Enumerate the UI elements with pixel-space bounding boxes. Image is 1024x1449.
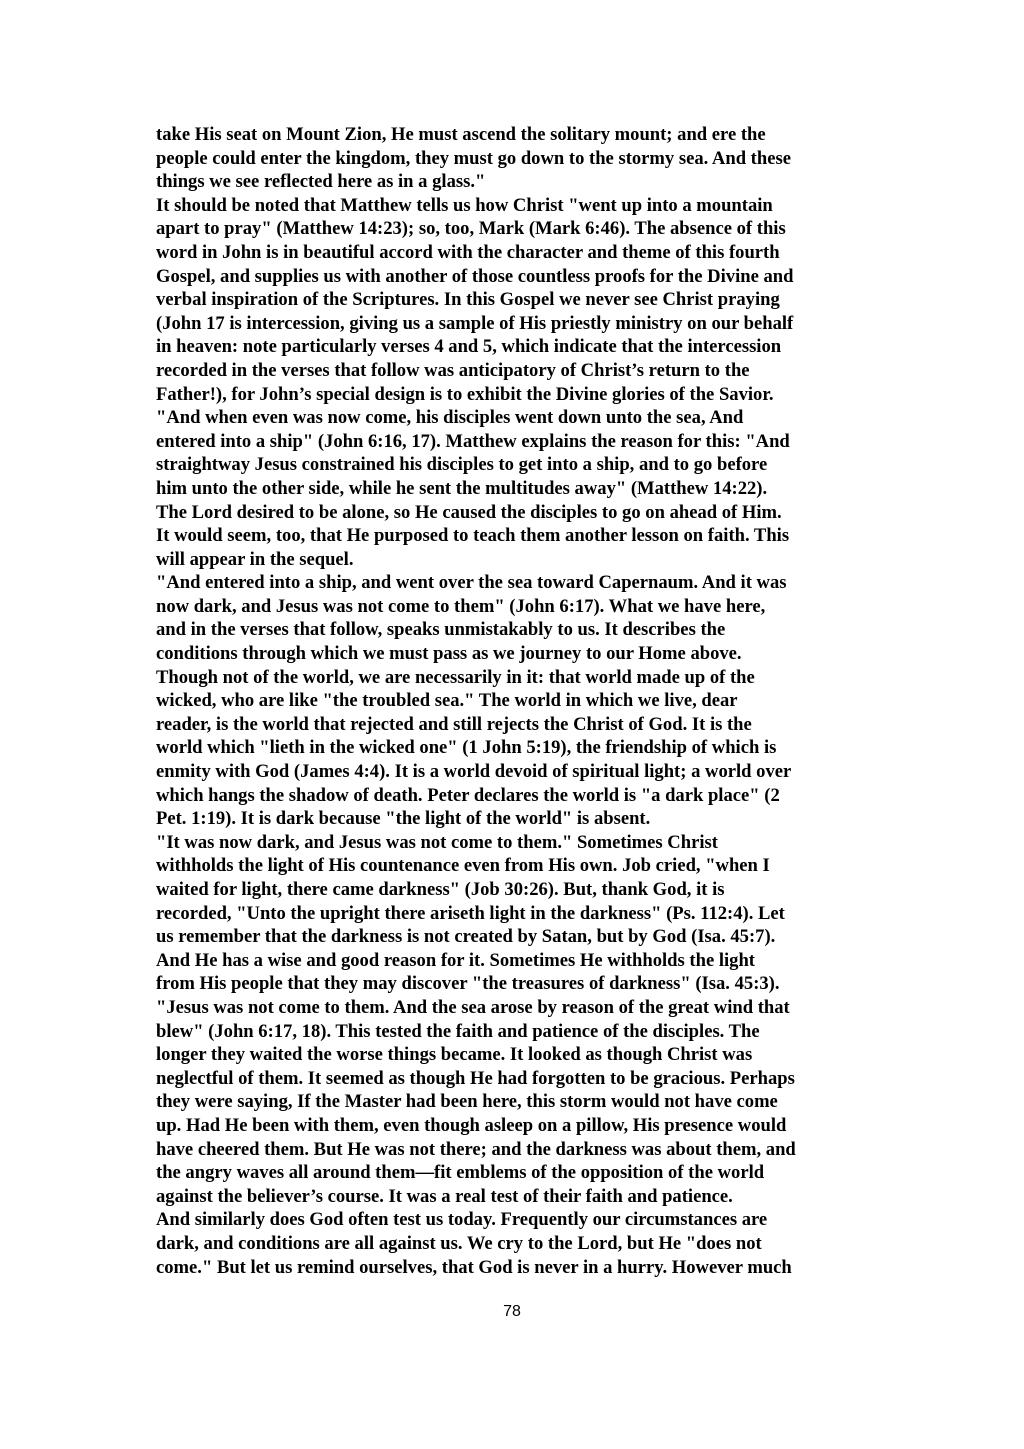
- text-line: wicked, who are like "the troubled sea." The world in which we live, dear: [156, 690, 738, 712]
- text-line: us remember that the darkness is not created by Satan, but by God (Isa. 45:7).: [156, 926, 776, 948]
- text-line: recorded in the verses that follow was anticipatory of Christ’s return to the: [156, 359, 750, 381]
- text-line: It should be noted that Matthew tells us how Christ "went up into a mountain: [156, 194, 773, 216]
- page-number: 78: [503, 1303, 521, 1320]
- text-line: take His seat on Mount Zion, He must ascend the solitary mount; and ere the: [156, 124, 766, 145]
- text-line: waited for light, there came darkness" (Job 30:26). But, thank God, it is: [156, 879, 725, 900]
- text-line: Gospel, and supplies us with another of those countless proofs for the Divine and: [156, 265, 794, 287]
- text-line: apart to pray" (Matthew 14:23); so, too, Mark (Mark 6:46). The absence of this: [156, 218, 786, 240]
- text-line: Pet. 1:19). It is dark because "the light of the world" is absent.: [156, 808, 651, 830]
- text-line: world which "lieth in the wicked one" (1 John 5:19), the friendship of which is: [156, 737, 777, 759]
- text-line: now dark, and Jesus was not come to them" (John 6:17). What we have here,: [156, 595, 766, 617]
- text-line: straightway Jesus constrained his disciples to get into a ship, and to go before: [156, 454, 768, 476]
- text-line: The Lord desired to be alone, so He caused the disciples to go on ahead of Him.: [156, 501, 782, 523]
- text-line: against the believer’s course. It was a real test of their faith and patience.: [156, 1185, 733, 1207]
- text-line: "It was now dark, and Jesus was not come to them." Sometimes Christ: [156, 831, 718, 853]
- text-line: will appear in the sequel.: [156, 548, 354, 570]
- text-line: have cheered them. But He was not there; and the darkness was about them, and: [156, 1138, 796, 1160]
- text-line: people could enter the kingdom, they must go down to the stormy sea. And these: [156, 147, 791, 169]
- text-line: withholds the light of His countenance even from His own. Job cried, "when I: [156, 855, 770, 877]
- text-line: neglectful of them. It seemed as though He had forgotten to be gracious. Perhaps: [156, 1067, 795, 1089]
- text-line: (John 17 is intercession, giving us a sample of His priestly ministry on our behalf: [156, 312, 794, 334]
- text-line: conditions through which we must pass as we journey to our Home above.: [156, 643, 742, 665]
- text-line: and in the verses that follow, speaks unmistakably to us. It describes the: [156, 619, 726, 641]
- text-line: they were saying, If the Master had been here, this storm would not have come: [156, 1091, 778, 1113]
- text-line: the angry waves all around them—fit emblems of the opposition of the world: [156, 1162, 765, 1184]
- text-line: from His people that they may discover "the treasures of darkness" (Isa. 45:3).: [156, 973, 780, 995]
- text-line: "And entered into a ship, and went over the sea toward Capernaum. And it was: [156, 572, 787, 594]
- text-line: come." But let us remind ourselves, that God is never in a hurry. However much: [156, 1256, 792, 1278]
- text-line: "And when even was now come, his disciples went down unto the sea, And: [156, 407, 744, 429]
- text-line: reader, is the world that rejected and still rejects the Christ of God. It is the: [156, 713, 752, 735]
- text-line: And He has a wise and good reason for it. Sometimes He withholds the light: [156, 949, 756, 971]
- text-line: And similarly does God often test us today. Frequently our circumstances are: [156, 1209, 768, 1231]
- text-line: entered into a ship" (John 6:16, 17). Matthew explains the reason for this: "And: [156, 430, 790, 452]
- text-line: Father!), for John’s special design is to exhibit the Divine glories of the Savior.: [156, 383, 774, 405]
- text-line: up. Had He been with them, even though asleep on a pillow, His presence would: [156, 1114, 787, 1136]
- text-line: recorded, "Unto the upright there ariseth light in the darkness" (Ps. 112:4). Let: [156, 902, 785, 924]
- text-line: enmity with God (James 4:4). It is a world devoid of spiritual light; a world over: [156, 761, 792, 783]
- text-line: word in John is in beautiful accord with the character and theme of this fourth: [156, 241, 780, 263]
- text-line: things we see reflected here as in a glass.": [156, 171, 486, 193]
- text-line: dark, and conditions are all against us. We cry to the Lord, but He "does not: [156, 1232, 762, 1254]
- text-line: Though not of the world, we are necessarily in it: that world made up of the: [156, 666, 755, 688]
- body-text: [156, 123, 872, 1279]
- text-line: verbal inspiration of the Scriptures. In this Gospel we never see Christ praying: [156, 289, 780, 311]
- text-line: "Jesus was not come to them. And the sea arose by reason of the great wind that: [156, 996, 790, 1018]
- text-line: him unto the other side, while he sent the multitudes away" (Matthew 14:22).: [156, 477, 768, 499]
- text-line: longer they waited the worse things became. It looked as though Christ was: [156, 1044, 753, 1066]
- text-line: It would seem, too, that He purposed to teach them another lesson on faith. This: [156, 525, 790, 547]
- text-line: which hangs the shadow of death. Peter declares the world is "a dark place" (2: [156, 784, 780, 806]
- text-line: blew" (John 6:17, 18). This tested the faith and patience of the disciples. The: [156, 1020, 760, 1042]
- text-line: in heaven: note particularly verses 4 and 5, which indicate that the intercession: [156, 336, 782, 358]
